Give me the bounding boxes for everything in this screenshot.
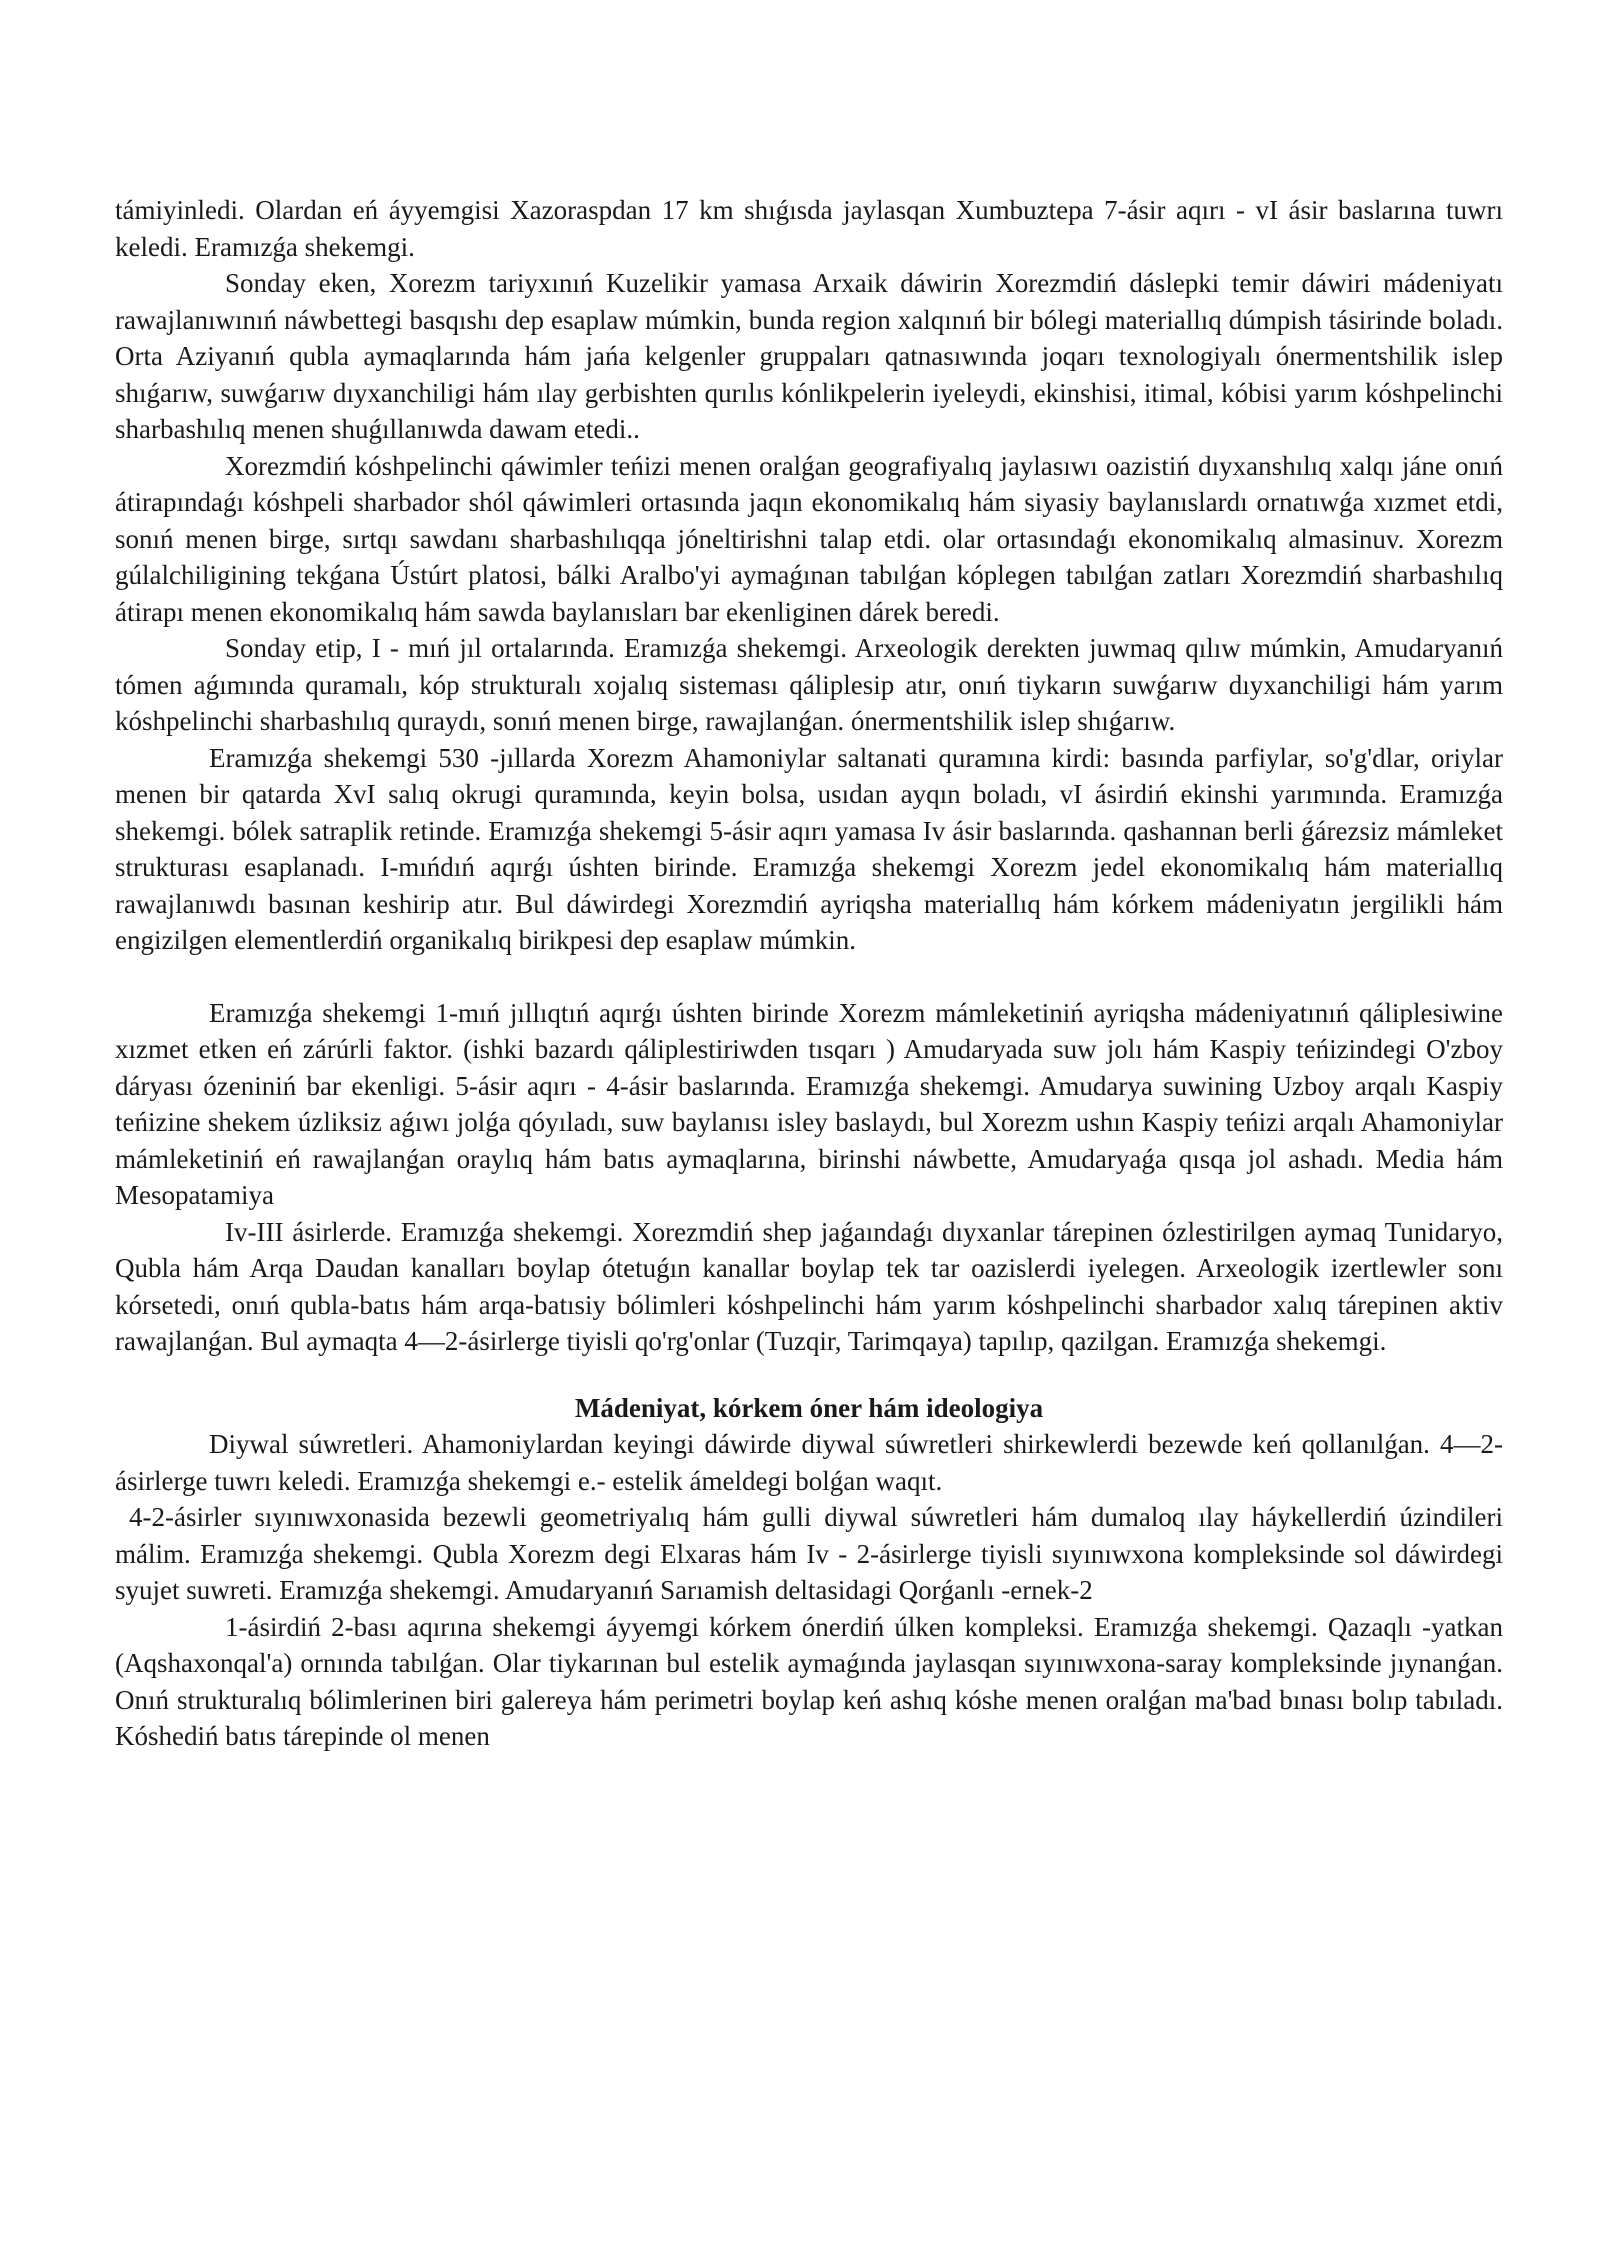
- paragraph-uzboy: Eramızǵa shekemgi 1-mıń jıllıqtıń aqırǵı úshten birinde Xorezm mámleketiniń ayriqsha mádeniyatınıń qáliplesiwine xızmet etken eń zárúrli faktor. (ishki bazardı qáliplestiriwden tısqarı ) Amudaryada suw jolı hám Kaspiy teńizindegi O'zboy dáryası ózeniniń bar ekenligi. 5-ásir aqırı - 4-ásir baslarında. Eramızǵa shekemgi. Amudarya suwining Uzboy arqalı Kaspiy teńizine shekem úzliksiz aǵıwı jolǵa qóyıladı, suw baylanısı isley baslaydı, bul Xorezm ushın Kaspiy teńizi arqalı Ahamoniylar mámleketiniń eń rawajlanǵan oraylıq hám batıs aymaqlarına, birinshi náwbette, Amudaryaǵa qısqa jol ashadı. Media hám Mesopatamiya: [115, 997, 1503, 1210]
- paragraph-art-complex: 1-ásirdiń 2-bası aqırına shekemgi áyyemgi kórkem ónerdiń úlken kompleksi. Eramızǵa shekemgi. Qazaqlı -yatkan (Aqshaxonqal'a) ornında tabılǵan. Olar tiykarınan bul estelik aymaǵında jaylasqan sıyınıwxona-saray kompleksinde jıynanǵan. Onıń strukturalıq bólimlerinen biri galereya hám perimetri boylap keń ashıq kóshe menen oralǵan ma'bad bınası bolıp tabıladı. Kóshediń batıs tárepinde ol menen: [115, 1611, 1503, 1751]
- paragraph-continuation: támiyinledi. Olardan eń áyyemgisi Xazoraspdan 17 km shıǵısda jaylasqan Xumbuztepa 7-ásir aqırı - vI ásir baslarına tuwrı keledi. Eramızǵa shekemgi.: [115, 195, 1503, 262]
- document-page: [115, 192, 1503, 1755]
- paragraph-geography: Xorezmdiń kóshpelinchi qáwimler teńizi menen oralǵan geografiyalıq jaylasıwı oazistiń dıyxanshılıq xalqı jáne onıń átirapındaǵı kóshpeli sharbador shól qáwimleri ortasında jaqın ekonomikalıq hám siyasiy baylanıslardı ornatıwǵa xızmet etdi, sonıń menen birge, sırtqı sawdanı sharbashılıqqa jóneltirishni talap etdi. olar ortasındaǵı ekonomikalıq almasinuv. Xorezm gúlalchiligining tekǵana Ústúrt platosi, bálki Aralbo'yi aymaǵınan tabılǵan kóplegen tabılǵan zatları Xorezmdiń sharbashılıq átirapı menen ekonomikalıq hám sawda baylanısları bar ekenliginen dárek beredi.: [115, 450, 1503, 627]
- section-heading: Mádeniyat, kórkem óner hám ideologiya: [574, 1392, 1044, 1423]
- paragraph-oases: Iv-III ásirlerde. Eramızǵa shekemgi. Xorezmdiń shep jaǵaındaǵı dıyxanlar tárepinen ózlestirilgen aymaq Tunidaryo, Qubla hám Arqa Daudan kanalları boylap ótetuǵın kanallar boylap tek tar oazislerdi iyelegen. Arxeologik izertlewler sonı kórsetedi, onıń qubla-batıs hám arqa-batısiy bólimleri kóshpelinchi hám yarım kóshpelinchi sharbador xalıq tárepinen aktiv rawajlanǵan. Bul aymaqta 4—2-ásirlerge tiyisli qo'rg'onlar (Tuzqir, Tarimqaya) tapılıp, qazilgan. Eramızǵa shekemgi.: [115, 1216, 1503, 1356]
- paragraph-wall-paintings: Diywal súwretleri. Ahamoniylardan keyingi dáwirde diywal súwretleri shirkewlerdi bezewde keń qollanılǵan. 4—2-ásirlerge tuwrı keledi. Eramızǵa shekemgi e.- estelik ámeldegi bolǵan waqıt.: [115, 1429, 1503, 1496]
- paragraph-economy: Sonday etip, I - mıń jıl ortalarında. Eramızǵa shekemgi. Arxeologik derekten juwmaq qılıw múmkin, Amudaryanıń tómen aǵımında quramalı, kóp strukturalı xojalıq sisteması qáliplesip atır, onıń tiykarın suwǵarıw dıyxanchiligi hám yarım kóshpelinchi sharbashılıq quraydı, sonıń menen birge, rawajlanǵan. ónermentshilik islep shıǵarıw.: [115, 633, 1503, 736]
- paragraph-temple-fragments: 4-2-ásirler sıyınıwxonasida bezewli geometriyalıq hám gulli diywal súwretleri hám dumaloq ılay háykellerdiń úzindileri málim. Eramızǵa shekemgi. Qubla Xorezm degi Elxaras hám Iv - 2-ásirlerge tiyisli sıyınıwxona kompleksinde sol dáwirdegi syujet suwreti. Eramızǵa shekemgi. Amudaryanıń Sarıamish deltasidagi Qorǵanlı -ernek-2: [115, 1502, 1503, 1605]
- paragraph-kuzelikir-period: Sonday eken, Xorezm tariyxınıń Kuzelikir yamasa Arxaik dáwirin Xorezmdiń dáslepki temir dáwiri mádeniyatı rawajlanıwınıń náwbettegi basqıshı dep esaplaw múmkin, bunda region xalqınıń bir bólegi materiallıq dúmpish tásirinde boladı. Orta Aziyanıń qubla aymaqlarında hám jańa kelgenler gruppaları qatnasıwında joqarı texnologiyalı ónermentshilik islep shıǵarıw, suwǵarıw dıyxanchiligi hám ılay gerbishten qurılıs kónlikpelerin iyeleydi, ekinshisi, itimal, kóbisi yarım kóshpelinchi sharbashılıq menen shuǵıllanıwda dawam etedi..: [115, 268, 1503, 444]
- paragraph-achaemenid: Eramızǵa shekemgi 530 -jıllarda Xorezm Ahamoniylar saltanati quramına kirdi: basında parfiylar, so'g'dlar, oriylar menen bir qatarda XvI salıq okrugi quramında, keyin bolsa, usıdan ayqın boladı, vI ásirdiń ekinshi yarımında. Eramızǵa shekemgi. bólek satraplik retinde. Eramızǵa shekemgi 5-ásir aqırı yamasa Iv ásir baslarında. qashannan berli ǵárezsiz mámleket strukturası esaplanadı. I-mıńdıń aqırǵı úshten birinde. Eramızǵa shekemgi Xorezm jedel ekonomikalıq hám materiallıq rawajlanıwdı basınan keshirip atır. Bul dáwirdegi Xorezmdiń ayriqsha materiallıq hám kórkem mádeniyatın jergilikli hám engizilgen elementlerdiń organikalıq birikpesi dep esaplaw múmkin.: [115, 742, 1503, 955]
